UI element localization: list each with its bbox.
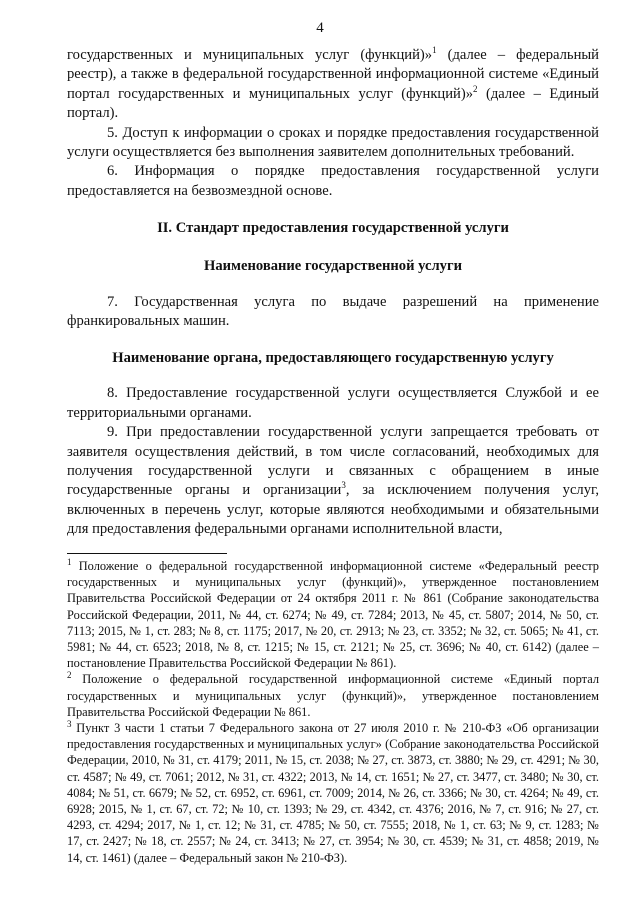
footnote-number: 3	[67, 718, 72, 729]
footnote-1	[67, 558, 599, 671]
footnote-divider	[67, 553, 227, 554]
footnote-ref: 1	[432, 45, 437, 56]
subheading-organ: Наименование органа, предоставляющего государственную услугу	[112, 349, 554, 366]
paragraph-6: 6. Информация о порядке предоставления государственной услуги предоставляется на безвозмездной основе.	[67, 163, 599, 199]
paragraph-7: 7. Государственная услуга по выдаче разрешений на применение франкировальных машин.	[67, 294, 599, 330]
paragraph-8: 8. Предоставление государственной услуги осуществляется Службой и ее территориальными органами.	[67, 385, 599, 421]
footnote-text: Пункт 3 части 1 статьи 7 Федерального закона от 27 июля 2010 г. № 210-ФЗ «Об организации предоставления государственных и муниципальных услуг» (Собрание законодательства Российской Федерации, 2010, № 31, ст. 4179; 2011, № 15, ст. 2038; № 27, ст. 3873, ст. 3880; № 29, ст. 4291; № 30, ст. 4587; № 49, ст. 7061; 2012, № 31, ст. 4322; 2013, № 14, ст. 1651; № 27, ст. 3477, ст. 3480; № 30, ст. 4084; № 51, ст. 6679; № 52, ст. 6952, ст. 6961, ст. 7009; 2014, № 26, ст. 3366; № 30, ст. 4264; № 49, ст. 6928; 2015, № 1, ст. 67, ст. 72; № 10, ст. 1393; № 29, ст. 4342, ст. 4376; 2016, № 7, ст. 916; № 27, ст. 4293, ст. 4294; 2017, № 1, ст. 12; № 31, ст. 4785; № 50, ст. 7555; 2018, № 1, ст. 63; № 9, ст. 1283; № 17, ст. 2427; № 18, ст. 2557; № 24, ст. 3413; № 27, ст. 3954; № 30, ст. 4539; № 31, ст. 4858; 2019, № 14, ст. 1461) (далее – Федеральный закон № 210-ФЗ).	[67, 721, 599, 865]
text-fragment: , за исключением получения услуг, включенных в перечень услуг, которые являются необходимыми и обязательными для предоставления федеральными органами исполнительной власти,	[67, 482, 600, 538]
paragraph-9	[67, 423, 599, 539]
footnote-2	[67, 671, 599, 720]
paragraph-5: 5. Доступ к информации о сроках и порядке предоставления государственной услуги осуществляется без выполнения заявителем дополнительных требований.	[67, 124, 599, 161]
paragraph-continued	[67, 46, 599, 124]
text-fragment: (далее – Единый портал).	[67, 85, 599, 122]
footnote-ref: 3	[341, 480, 346, 491]
text-fragment: государственных и муниципальных услуг (функций)»	[67, 47, 433, 63]
footnote-text: Положение о федеральной государственной информационной системе «Федеральный реестр государственных и муниципальных услуг (функций)», утвержденное постановлением Правительства Российской Федерации от 24 октября 2011 г. № 861 (Собрание законодательства Российской Федерации, 2011, № 44, ст. 6274; № 49, ст. 7284; 2013, № 45, ст. 5807; 2014, № 50, ст. 7113; 2015, № 1, ст. 283; № 8, ст. 1175; 2017, № 20, ст. 2913; № 23, ст. 3352; № 32, ст. 5065; № 41, ст. 5981; № 44, ст. 6523; 2018, № 8, ст. 1215; № 15, ст. 2121; № 25, ст. 3696; № 40, ст. 6142) (далее – постановление Правительства Российской Федерации № 861).	[67, 559, 599, 671]
footnote-3	[67, 720, 599, 866]
text-fragment: 9. При предоставлении государственной услуги запрещается требовать от заявителя осуществления действий, в том числе согласований, необходимых для получения государственной услуги и связанных с обращением в иные государственные органы и организации	[67, 424, 599, 499]
footnote-number: 1	[67, 556, 72, 567]
main-text	[67, 46, 599, 540]
page-number: 4	[316, 20, 324, 36]
footnote-ref: 2	[473, 83, 478, 94]
section-heading: II. Стандарт предоставления государственной услуги	[157, 220, 509, 237]
subheading-service-name: Наименование государственной услуги	[204, 257, 462, 274]
footnote-text: Положение о федеральной государственной информационной системе «Единый портал государственных и муниципальных услуг (функций)», утвержденное постановлением Правительства Российской Федерации № 861.	[67, 672, 599, 719]
footnotes	[67, 558, 599, 866]
text-fragment: (далее – федеральный реестр), а также в федеральной государственной информационной системе «Единый портал государственных и муниципальных услуг (функций)»	[67, 47, 599, 102]
footnote-number: 2	[67, 670, 72, 681]
